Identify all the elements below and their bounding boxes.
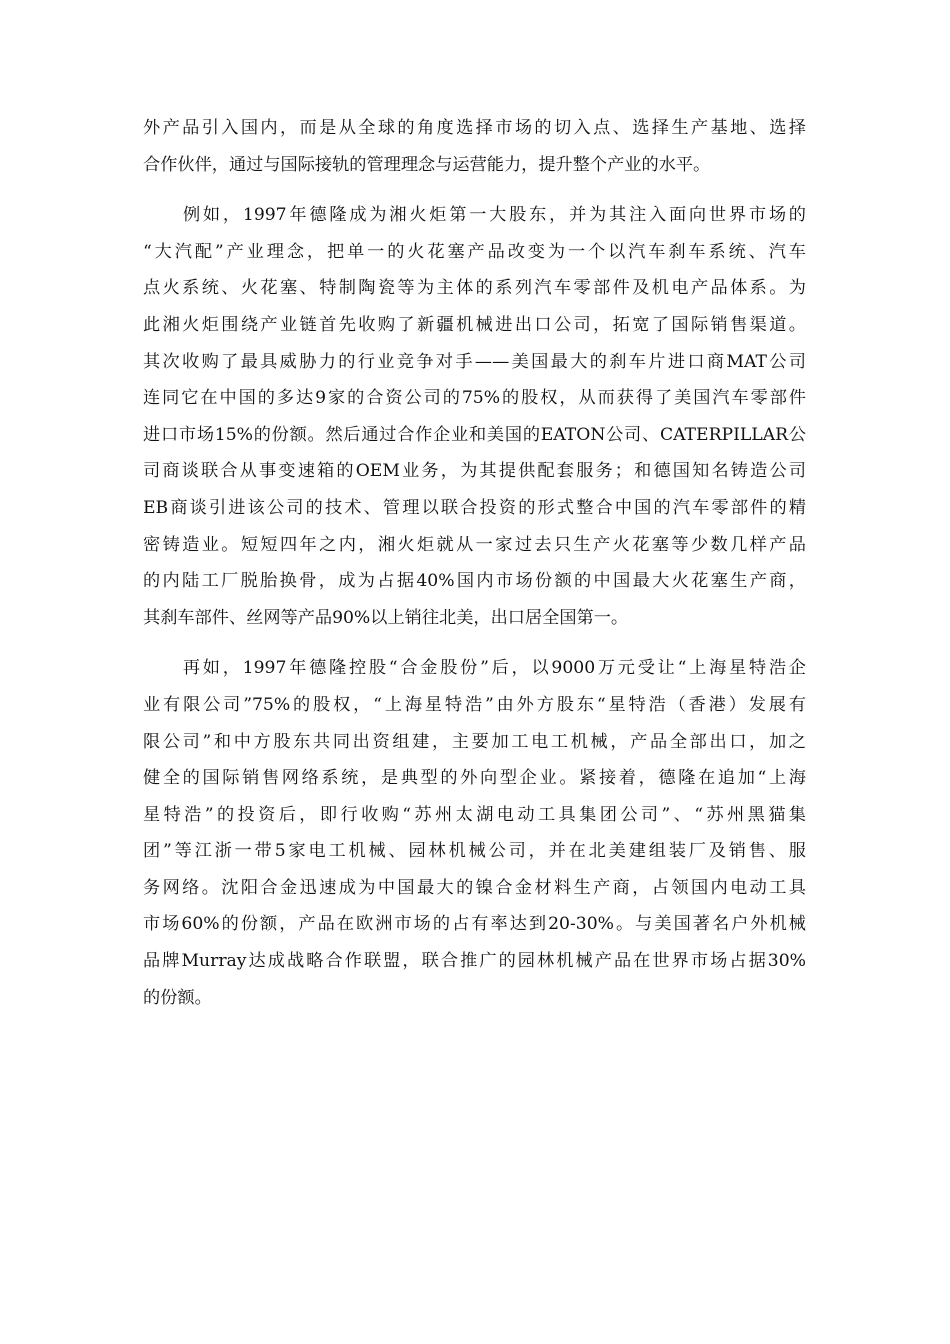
text-line: 进口市场15%的份额。然后通过合作企业和美国的EATON公司、CATERPILLAR公	[143, 424, 806, 445]
text-line: 市场60%的份额，产品在欧洲市场的占有率达到20-30%。与美国著名户外机械	[143, 914, 806, 935]
text-line: 的份额。	[143, 987, 212, 1008]
text-line: 合作伙伴，通过与国际接轨的管理理念与运营能力，提升整个产业的水平。	[143, 154, 711, 175]
text-line: 其刹车部件、丝网等产品90%以上销往北美，出口居全国第一。	[143, 607, 629, 628]
paragraph-hejin-example	[143, 650, 806, 1016]
text-line: 其次收购了最具威胁力的行业竞争对手——美国最大的刹车片进口商MAT公司	[143, 351, 806, 372]
text-line: 限公司”和中方股东共同出资组建，主要加工电工机械，产品全部出口，加之	[143, 731, 806, 752]
text-line: “大汽配”产业理念，把单一的火花塞产品改变为一个以汽车刹车系统、汽车	[143, 241, 806, 262]
text-line: 点火系统、火花塞、特制陶瓷等为主体的系列汽车零部件及机电产品体系。为	[143, 278, 806, 299]
text-line: 司商谈联合从事变速箱的OEM业务，为其提供配套服务；和德国知名铸造公司	[143, 461, 806, 482]
text-line: EB商谈引进该公司的技术、管理以联合投资的形式整合中国的汽车零部件的精	[143, 497, 806, 518]
text-line: 品牌Murray达成战略合作联盟，联合推广的园林机械产品在世界市场占据30%	[143, 951, 806, 972]
text-line: 例如，1997年德隆成为湘火炬第一大股东，并为其注入面向世界市场的	[143, 205, 806, 226]
text-line: 务网络。沈阳合金迅速成为中国最大的镍合金材料生产商，占领国内电动工具	[143, 877, 806, 898]
text-line: 业有限公司”75%的股权，“上海星特浩”由外方股东“星特浩（香港）发展有	[143, 694, 806, 715]
document-page	[143, 110, 806, 1016]
text-line: 外产品引入国内，而是从全球的角度选择市场的切入点、选择生产基地、选择	[143, 118, 806, 138]
text-line: 密铸造业。短短四年之内，湘火炬就从一家过去只生产火花塞等少数几样产品	[143, 534, 806, 555]
text-line: 连同它在中国的多达9家的合资公司的75%的股权，从而获得了美国汽车零部件	[143, 388, 806, 409]
text-line: 的内陆工厂脱胎换骨，成为占据40%国内市场份额的中国最大火花塞生产商，	[143, 571, 806, 592]
text-line: 团”等江浙一带5家电工机械、园林机械公司，并在北美建组装厂及销售、服	[143, 841, 806, 862]
text-line: 星特浩”的投资后，即行收购“苏州太湖电动工具集团公司”、“苏州黑猫集	[143, 804, 806, 825]
text-line: 此湘火炬围绕产业链首先收购了新疆机械进出口公司，拓宽了国际销售渠道。	[143, 314, 806, 335]
text-line: 再如，1997年德隆控股“合金股份”后，以9000万元受让“上海星特浩企	[143, 658, 806, 679]
text-line: 健全的国际销售网络系统，是典型的外向型企业。紧接着，德隆在追加“上海	[143, 768, 806, 789]
paragraph-xianghuoju-example	[143, 197, 806, 636]
paragraph-intro	[143, 110, 806, 183]
